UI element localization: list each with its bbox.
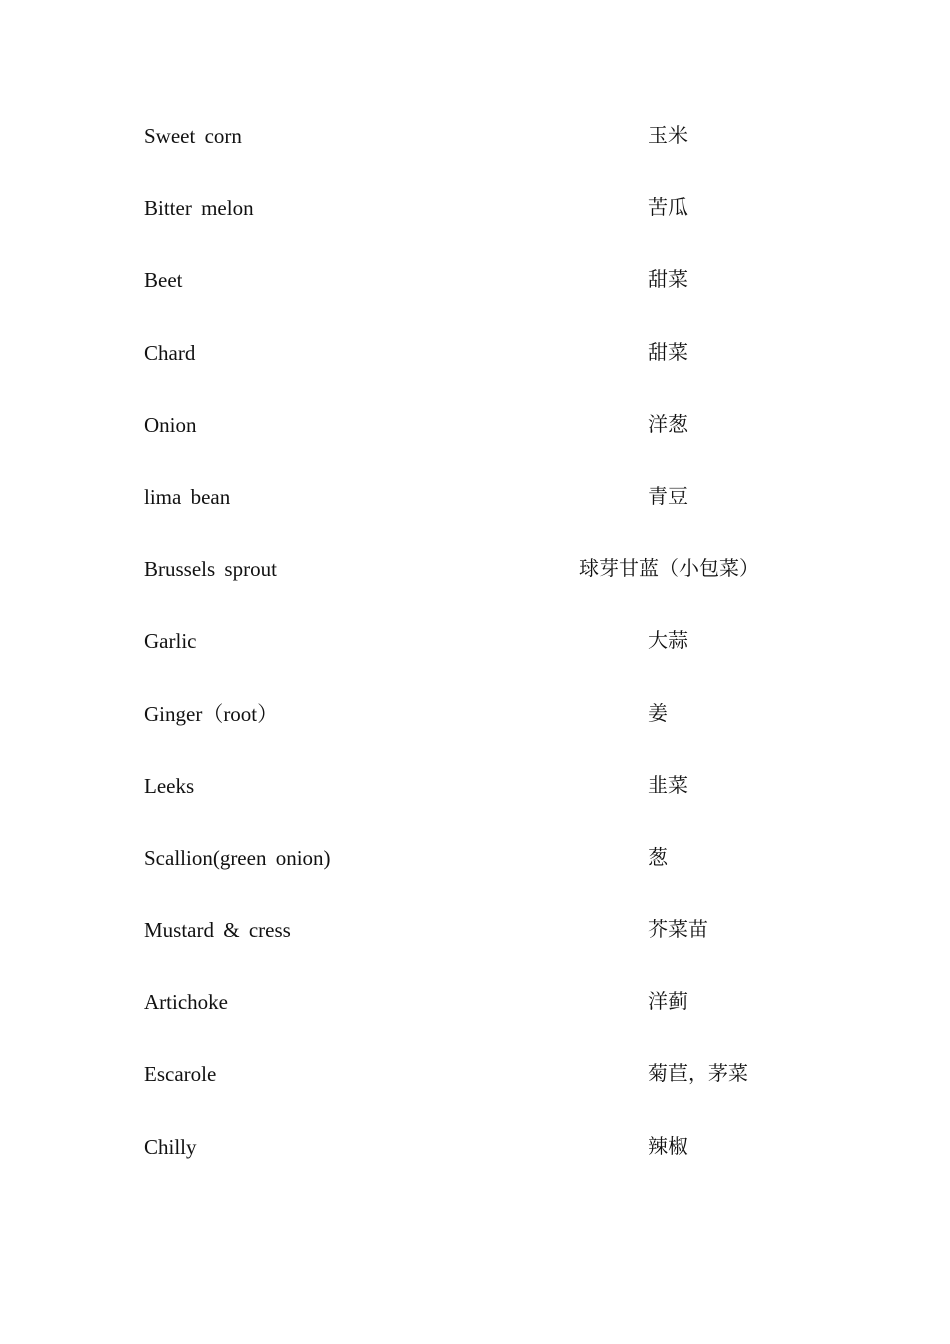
- chinese-translation: 球芽甘蓝（小包菜）: [579, 556, 759, 581]
- english-term: Scallion(green onion): [144, 845, 331, 870]
- vocab-row: [0, 262, 950, 334]
- chinese-translation: 大蒜: [648, 628, 688, 653]
- vocab-row: [0, 840, 950, 912]
- vocab-row: [0, 479, 950, 551]
- vocab-row: [0, 984, 950, 1056]
- chinese-translation: 苦瓜: [648, 195, 688, 220]
- vocab-row: [0, 190, 950, 262]
- chinese-translation: 甜菜: [648, 339, 688, 364]
- chinese-translation: 洋蓟: [648, 989, 688, 1014]
- chinese-translation: 韭菜: [648, 772, 688, 797]
- english-term: Beet: [144, 268, 183, 293]
- vocab-row: [0, 768, 950, 840]
- vocabulary-list: [0, 118, 950, 1201]
- english-term: Garlic: [144, 629, 197, 654]
- chinese-translation: 葱: [648, 844, 668, 869]
- chinese-translation: 玉米: [648, 123, 688, 147]
- english-term: Ginger（root）: [144, 701, 279, 726]
- chinese-translation: 洋葱: [648, 411, 688, 436]
- english-term: Chilly: [144, 1134, 197, 1159]
- english-term: Onion: [144, 412, 197, 437]
- vocab-row: [0, 1129, 950, 1201]
- vocab-row: [0, 623, 950, 695]
- english-term: Leeks: [144, 773, 195, 798]
- vocab-row: [0, 1056, 950, 1128]
- vocab-row: [0, 696, 950, 768]
- english-term: Bitter melon: [144, 196, 254, 221]
- english-term: Artichoke: [144, 990, 228, 1015]
- english-term: Mustard & cress: [144, 918, 291, 943]
- chinese-translation: 甜菜: [648, 267, 688, 292]
- english-term: Sweet corn: [144, 124, 242, 148]
- vocab-row: [0, 912, 950, 984]
- english-term: Escarole: [144, 1062, 217, 1087]
- english-term: Brussels sprout: [144, 557, 277, 582]
- chinese-translation: 芥菜苗: [648, 917, 708, 942]
- vocab-row: [0, 335, 950, 407]
- chinese-translation: 青豆: [648, 483, 688, 508]
- chinese-translation: 姜: [648, 700, 668, 725]
- english-term: Chard: [144, 340, 196, 365]
- vocab-row: [0, 407, 950, 479]
- chinese-translation: 菊苣，茅菜: [648, 1061, 748, 1086]
- vocab-row: [0, 551, 950, 623]
- chinese-translation: 辣椒: [648, 1133, 688, 1158]
- vocab-row: [0, 118, 950, 190]
- english-term: lima bean: [144, 484, 231, 509]
